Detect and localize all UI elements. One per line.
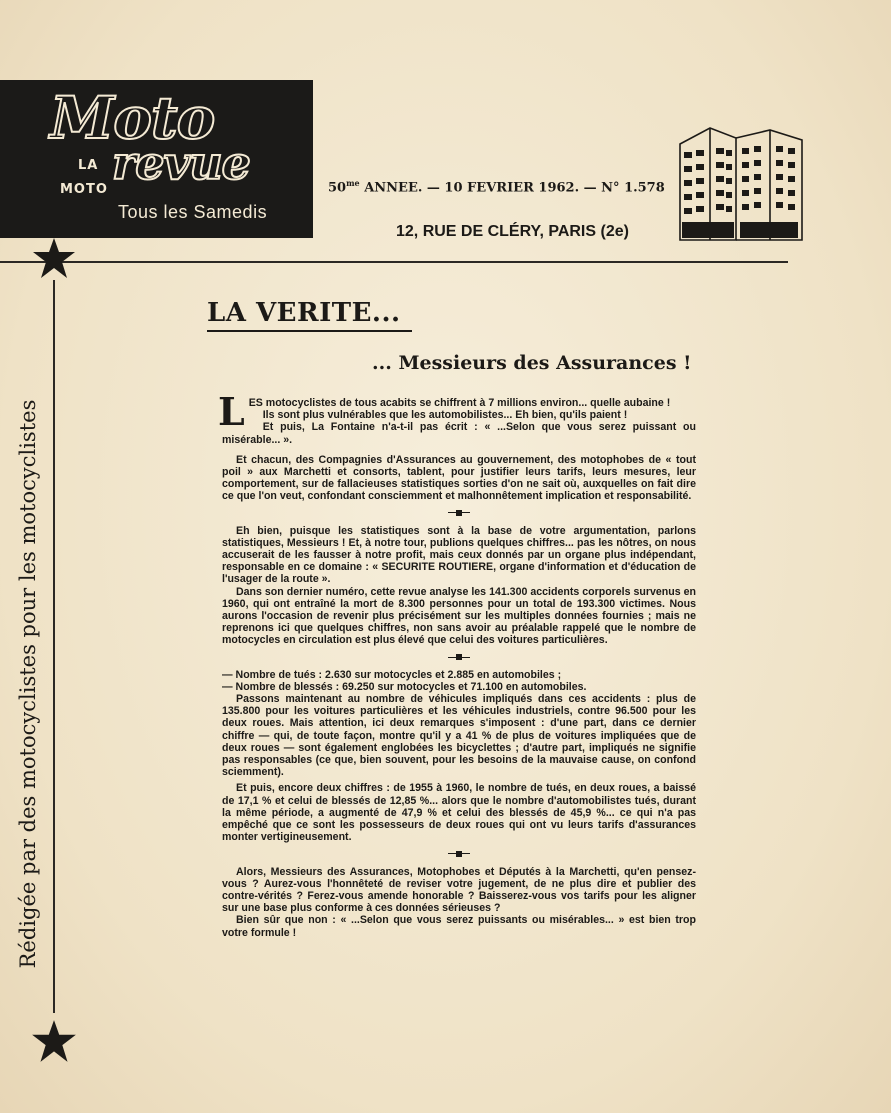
header-rule	[0, 261, 788, 263]
address-line: 12, RUE DE CLÉRY, PARIS (2e)	[396, 223, 629, 240]
section-separator	[222, 647, 696, 669]
masthead-tagline: Tous les Samedis	[118, 202, 268, 222]
logo-la: LA	[78, 158, 99, 173]
logo-word-moto: Moto	[50, 84, 215, 152]
paragraph: Ils sont plus vulnérables que les automobilistes... Eh bien, qu'ils paient !	[262, 409, 628, 422]
paragraph: Passons maintenant au nombre de véhicules impliqués dans ces accidents : plus de 135.800 pour les voitures particulières et les véhicules industriels, contre 96.500 pour les deux roues. Mais attention, ici deux remarques s'imposent : d'une part, dans ce dernier chiffre — qui, de toute façon, montre qu'il y a 41 % de plus de voitures impliquées que de deux roues — sont également englobées les bicyclettes ; d'autre part, impliqués ne signifie pas responsables (ce que, bien souvent, pour les besoins de la mauvaise cause, on confond sciemment).	[222, 693, 696, 779]
sidebar-slogan: Rédigée par des motocyclistes pour les motocyclistes	[16, 399, 40, 969]
paragraph: Bien sûr que non : « ...Selon que vous serez puissants ou misérables... » est bien trop votre formule !	[222, 914, 696, 939]
issue-line	[328, 178, 665, 195]
statistics-list	[222, 669, 696, 693]
section-separator	[222, 844, 696, 866]
star-icon	[30, 236, 78, 280]
paragraph: Dans son dernier numéro, cette revue analyse les 141.300 accidents corporels survenus en 1960, qui ont entraîné la mort de 8.300 personnes pour un total de 193.300 victimes. Nous aurons l'occasion de revenir plus précisément sur les multiples données fournies ; mais ne reprenons ici que quelques chiffres, non sans avoir au préalable rappelé que le nombre de motocycles en circulation est plus élevé que celui des voitures particulières.	[222, 585, 696, 647]
title-underline	[207, 330, 412, 332]
article-title: LA VERITE...	[207, 298, 401, 328]
logo-word-revue: revue	[112, 136, 250, 190]
issue-year-suffix: me	[346, 178, 360, 188]
paragraph: Alors, Messieurs des Assurances, Motophobes et Députés à la Marchetti, qu'en pensez-vous ? Aurez-vous l'honnêteté de reviser votre jugement, de ne plus dire et publier des contre-vérités ? Ferez-vous amende honorable ? Baisserez-vous vos tarifs pour les aligner sur une base plus conforme à ces données sérieuses ?	[222, 865, 696, 915]
list-item: — Nombre de tués : 2.630 sur motocycles et 2.885 en automobiles ;	[222, 668, 562, 681]
side-rule	[53, 280, 55, 1013]
article-body	[218, 389, 696, 939]
masthead	[0, 80, 313, 238]
section-separator	[222, 503, 696, 525]
star-icon	[29, 1016, 79, 1066]
list-item: — Nombre de blessés : 69.250 sur motocycles et 71.100 en automobiles.	[222, 680, 587, 693]
paragraph: Eh bien, puisque les statistiques sont à la base de votre argumentation, parlons statistiques, Messieurs ! Et, à notre tour, publions quelques chiffres... pas les nôtres, on nous accuserait de les fausser à notre profit, mais ceux donnés par un organe plus indépendant, responsable en ce domaine : « SECURITE ROUTIERE, organe d'information et d'éducation de l'usager de la route ».	[222, 524, 696, 586]
issue-date-number: ANNEE. — 10 FEVRIER 1962. — N° 1.578	[364, 180, 665, 196]
paragraph: Et puis, encore deux chiffres : de 1955 à 1960, le nombre de tués, en deux roues, a baissé de 17,1 % et celui de blessés de 12,85 %... alors que le nombre d'automobilistes tués, durant la même période, a augmenté de 47,9 % et celui des blessés de 45,9 %... ce qui n'a pas empêché que ce sont les possesseurs de deux roues qui ont vu leurs tarifs d'assurances monter vertigineusement.	[222, 782, 696, 844]
issue-year-number: 50	[328, 180, 347, 196]
building-illustration	[672, 122, 812, 244]
article-subtitle: ... Messieurs des Assurances !	[372, 352, 692, 374]
paragraph: Et puis, La Fontaine n'a-t-il pas écrit : « ...Selon que vous serez puissant ou misérable... ».	[222, 421, 696, 446]
paragraph-text: ES motocyclistes de tous acabits se chiffrent à 7 millions environ... quelle aubaine !	[248, 397, 671, 409]
logo-moto-small: MOTO	[60, 182, 108, 197]
paragraph: Et chacun, des Compagnies d'Assurances au gouvernement, des motophobes de « tout poil » aux Marchetti et consorts, tablent, pour justifier leurs tarifs, leurs mesures, leur comportement, sur de fallacieuses statistiques sorties d'on ne sait où, auxquelles on fait dire ce que l'on veut, confondant consciemment et malhonnêtement implication et responsabilité.	[222, 453, 696, 503]
drop-cap: L	[218, 389, 245, 434]
